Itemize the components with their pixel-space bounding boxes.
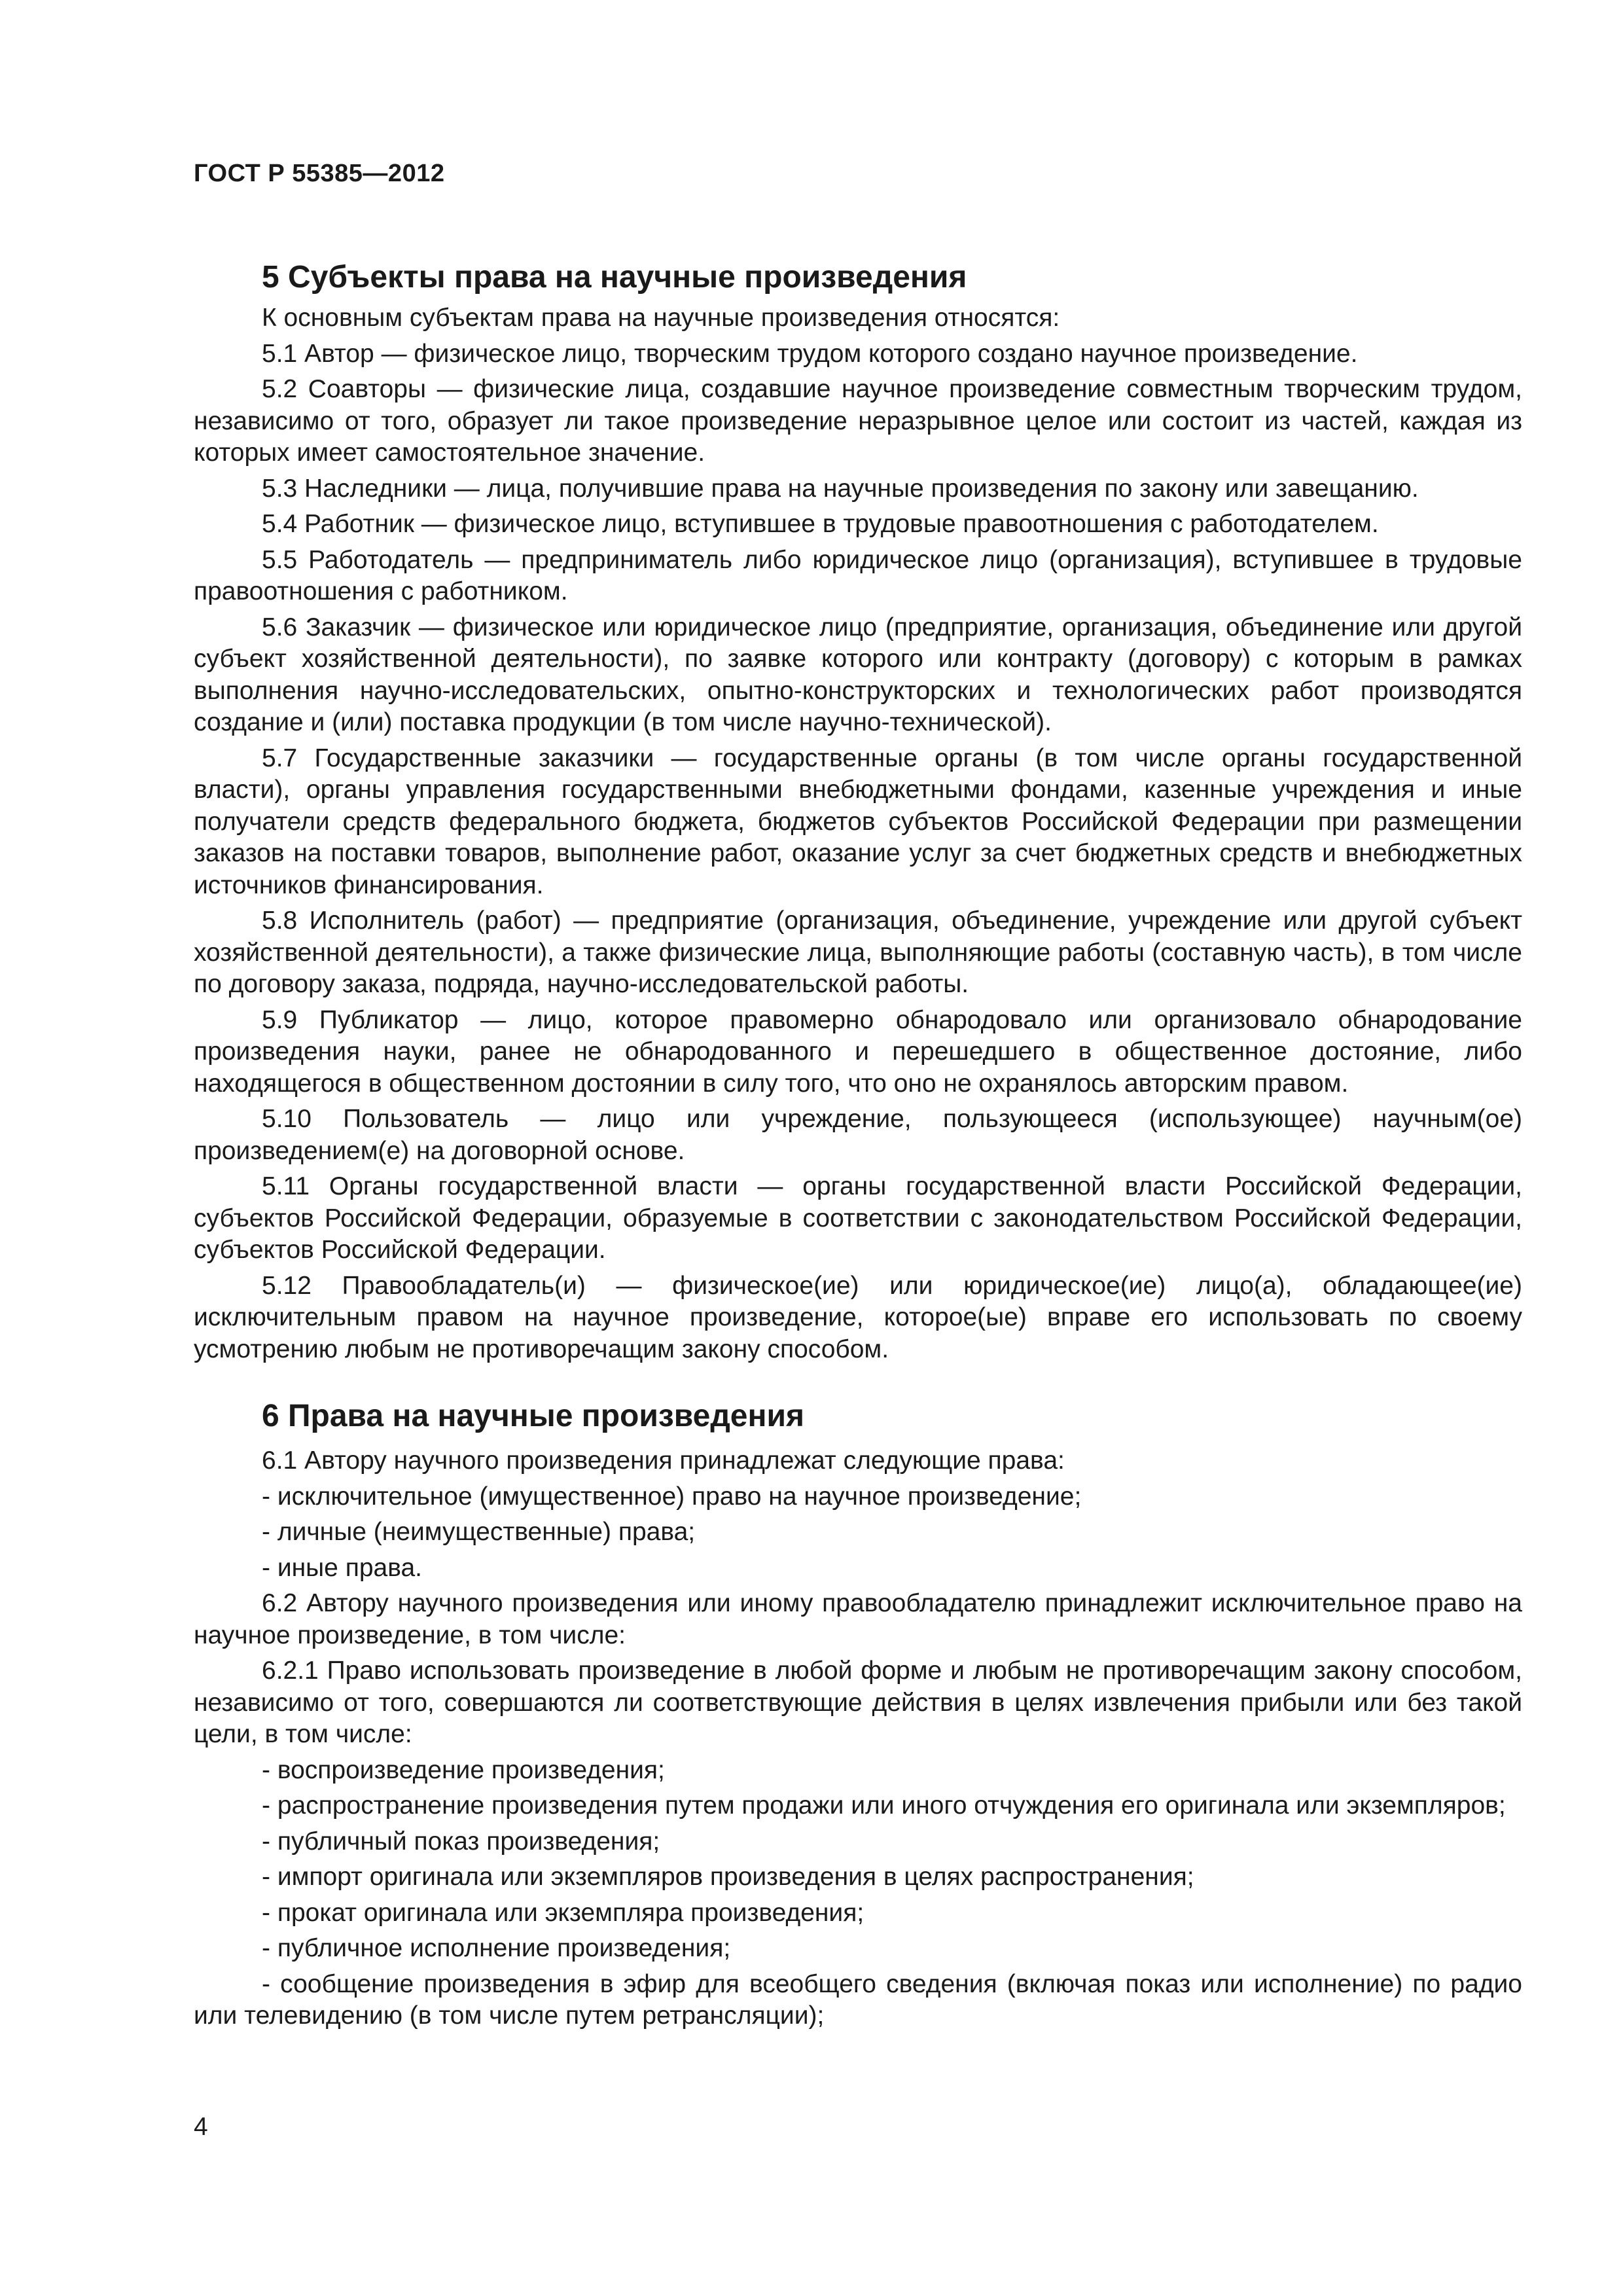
list-item: - сообщение произведения в эфир для всеобщего сведения (включая показ или исполнение) по радио или телевидению (в том числе путем ретрансляции); (194, 1969, 1522, 2030)
section-5-body (194, 302, 1522, 1369)
list-item: - личные (неимущественные) права; (262, 1518, 696, 1546)
section-5-title: 5 Субъекты права на научные произведения (262, 259, 967, 295)
clause-6-2: 6.2 Автору научного произведения или иному правообладателю принадлежит исключительное право на научное произведение, в том числе: (194, 1589, 1522, 1649)
list-item: - распространение произведения путем продажи или иного отчуждения его оригинала или экземпляров; (262, 1791, 1506, 1820)
document-code-header: ГОСТ Р 55385—2012 (194, 160, 445, 187)
clause-6-1: 6.1 Автору научного произведения принадлежат следующие права: (262, 1446, 1065, 1475)
clause-6-2-1: 6.2.1 Право использовать произведение в любой форме и любым не противоречащим закону способом, независимо от того, совершаются ли соответствующие действия в целях извлечения прибыли или без такой цели, в том числе: (194, 1657, 1522, 1748)
clause-5-11: 5.11 Органы государственной власти — органы государственной власти Российской Федерации, субъектов Российской Федерации, образуемые в соответствии с законодательством Российской Федерации, субъектов Российской Федерации. (194, 1172, 1522, 1264)
clause-5-7: 5.7 Государственные заказчики — государственные органы (в том числе органы государственной власти), органы управления государственными внебюджетными фондами, казенные учреждения и иные получатели средств федерального бюджета, бюджетов субъектов Российской Федерации при размещении заказов на поставки товаров, выполнение работ, оказание услуг за счет бюджетных средств и внебюджетных источников финансирования. (194, 744, 1522, 899)
clause-5-1: 5.1 Автор — физическое лицо, творческим трудом которого создано научное произведение. (262, 339, 1358, 368)
list-item: - публичный показ произведения; (262, 1827, 660, 1856)
section-6-body (194, 1445, 1522, 2036)
clause-5-8: 5.8 Исполнитель (работ) — предприятие (организация, объединение, учреждение или другой субъект хозяйственной деятельности), а также физические лица, выполняющие работы (составную часть), в том числе по договору заказа, подряда, научно-исследовательской работы. (194, 906, 1522, 998)
list-item: - импорт оригинала или экземпляров произведения в целях распространения; (262, 1863, 1194, 1891)
list-item: - иные права. (262, 1553, 423, 1582)
clause-5-9: 5.9 Публикатор — лицо, которое правомерно обнародовало или организовало обнародование произведения науки, ранее не обнародованного и перешедшего в общественное достояние, либо находящегося в общественном достоянии в силу того, что оно не охранялось авторским правом. (194, 1005, 1522, 1098)
list-item: - исключительное (имущественное) право на научное произведение; (262, 1482, 1082, 1511)
section-6-title: 6 Права на научные произведения (262, 1398, 804, 1433)
list-item: - прокат оригинала или экземпляра произведения; (262, 1898, 865, 1927)
section-5-intro: К основным субъектам права на научные произведения относятся: (262, 304, 1060, 332)
clause-5-4: 5.4 Работник — физическое лицо, вступившее в трудовые правоотношения с работодателем. (262, 510, 1379, 538)
clause-5-6: 5.6 Заказчик — физическое или юридическое лицо (предприятие, организация, объединение или другой субъект хозяйственной деятельности), по заявке которого или контракту (договору) с которым в рамках выполнения научно-исследовательских, опытно-конструкторских и технологических работ производятся создание и (или) поставка продукции (в том числе научно-технической). (194, 613, 1522, 736)
clause-5-10: 5.10 Пользователь — лицо или учреждение, пользующееся (использующее) научным(ое) произведением(е) на договорной основе. (194, 1105, 1522, 1165)
clause-5-5: 5.5 Работодатель — предприниматель либо юридическое лицо (организация), вступившее в трудовые правоотношения с работником. (194, 545, 1522, 605)
clause-5-3: 5.3 Наследники — лица, получившие права на научные произведения по закону или завещанию. (262, 474, 1419, 503)
list-item: - публичное исполнение произведения; (262, 1934, 731, 1962)
list-item: - воспроизведение произведения; (262, 1755, 665, 1784)
clause-5-12: 5.12 Правообладатель(и) — физическое(ие) или юридическое(ие) лицо(а), обладающее(ие) исключительным правом на научное произведение, которое(ые) вправе его использовать по своему усмотрению любым не противоречащим закону способом. (194, 1271, 1522, 1363)
clause-5-2: 5.2 Соавторы — физические лица, создавшие научное произведение совместным творческим трудом, независимо от того, образует ли такое произведение неразрывное целое или состоит из частей, каждая из которых имеет самостоятельное значение. (194, 375, 1522, 467)
page-number: 4 (194, 2113, 208, 2141)
